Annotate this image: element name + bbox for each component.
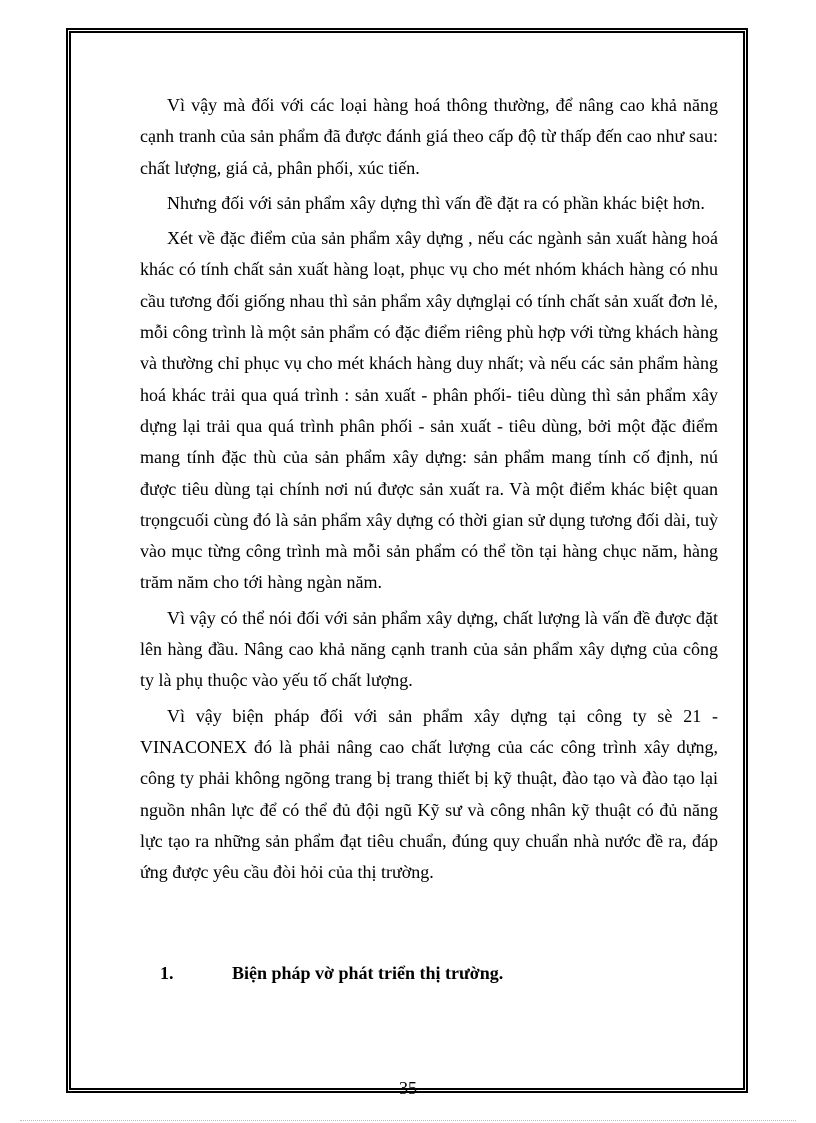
paragraph-2: Nhưng đối với sản phẩm xây dựng thì vấn đề đặt ra có phần khác biệt hơn. [167, 192, 705, 213]
paragraph-4: Vì vậy có thể nói đối với sản phẩm xây dựng, chất lượng là vấn đề được đặt lên hàng đầu. Nâng cao khả năng cạnh tranh của sản phẩm xây dựng của công ty là phụ thuộc vào yếu tố chất lượng. [140, 607, 718, 691]
paragraph-1: Vì vậy mà đối với các loại hàng hoá thông thường, để nâng cao khả năng cạnh tranh của sản phẩm đã được đánh giá theo cấp độ từ thấp đến cao như sau: chất lượng, giá cả, phân phối, xúc tiến. [140, 95, 718, 178]
page-number: 35 [399, 1078, 417, 1098]
body-text [140, 90, 718, 892]
paragraph-5: Vì vậy biện pháp đối với sản phẩm xây dựng tại công ty sè 21 - VINACONEX đó là phải nâng cao chất lượng của các công trình xây dựng, công ty phải không ngõng trang bị trang thiết bị kỹ thuật, đào tạo và đào tạo lại nguồn nhân lực để có thể đủ đội ngũ Kỹ sư và công nhân kỹ thuật có đủ năng lực tạo ra những sản phẩm đạt tiêu chuẩn, đúng quy chuẩn nhà nước đề ra, đáp ứng được yêu cầu đòi hỏi của thị trường. [140, 705, 718, 883]
paragraph-3: Xét về đặc điểm của sản phẩm xây dựng , nếu các ngành sản xuất hàng hoá khác có tính chất sản xuất hàng loạt, phục vụ cho mét nhóm khách hàng có nhu cầu tương đối giống nhau thì sản phẩm xây dựnglại có tính chất sản xuất đơn lẻ, mỗi công trình là một sản phẩm có đặc điểm riêng phù hợp với từng khách hàng và thường chỉ phục vụ cho mét khách hàng duy nhất; và nếu các sản phẩm hàng hoá khác trải qua quá trình : sản xuất - phân phối- tiêu dùng thì sản phẩm xây dựng lại trải qua quá trình phân phối - sản xuất - tiêu dùng, bởi một đặc điểm mang tính đặc thù của sản phẩm xây dựng: sản phẩm mang tính cố định, nú được tiêu dùng tại chính nơi nú được sản xuất ra. Và một điểm khác biệt quan trọngcuối cùng đó là sản phẩm xây dựng có thời gian sử dụng tương đối dài, tuỳ vào mục từng công trình mà mỗi sản phẩm có thể tồn tại hàng chục năm, hàng trăm năm cho tới hàng ngàn năm. [140, 228, 718, 593]
section-heading-text: Biện pháp vờ phát triển thị trường. [232, 963, 504, 983]
section-heading [160, 963, 503, 984]
section-heading-number: 1. [160, 963, 174, 983]
bottom-dotted-line [20, 1120, 796, 1121]
